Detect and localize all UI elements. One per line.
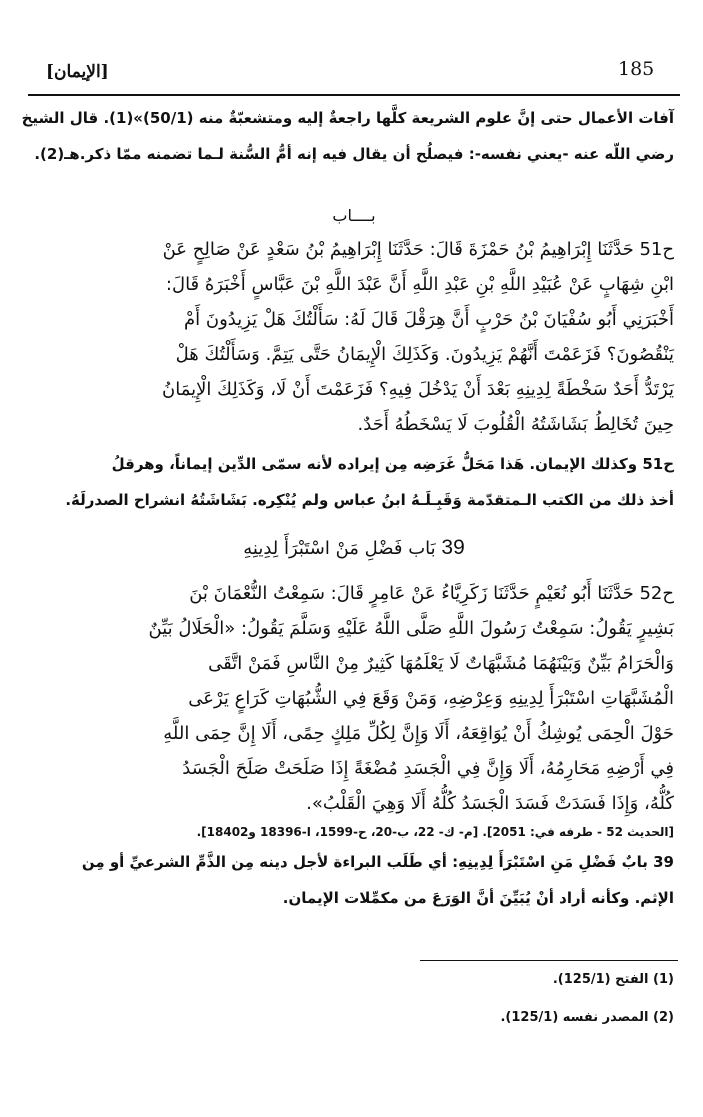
hadith-line: حَوْلَ الْحِمَى يُوشِكُ أَنْ يُوَاقِعَهُ، أَلَا وَإِنَّ لِكُلِّ مَلِكٍ حِمًى، أَلَا إِنَّ حِمَى اللَّهِ — [163, 723, 674, 744]
commentary-line: أخذ ذلك من الكتب الـمتقدّمة وَقَبِـلَـهُ ابنُ عباس ولم يُنْكِره. بَشَاشَتُهُ انشراح الصدرلَهُ. — [65, 491, 674, 509]
hadith-reference: [الحديث 52 - طرفه في: 2051]. [م- ك- 22، ب-20، ح-1599، ا-18396 و18402]. — [196, 825, 674, 839]
hadith-line: ح52 حَدَّثَنَا أَبُو نُعَيْمٍ حَدَّثَنَا زَكَرِيَّاءُ عَنْ عَامِرٍ قَالَ: سَمِعْتُ النُّعْمَانَ بْنَ — [189, 583, 674, 604]
hadith-line: يَنْقُصُونَ؟ فَزَعَمْتَ أَنَّهُمْ يَزِيدُونَ. وَكَذَلِكَ الْإِيمَانُ حَتَّى يَتِمَّ. وَسَأَلْتُكَ هَلْ — [175, 344, 674, 365]
chapter-title: بَاب فَضْلِ مَنْ اسْتَبْرَأَ لِدِينِهِ — [243, 538, 436, 559]
page-header — [28, 56, 680, 92]
commentary-line: الإثم. وكأنه أراد أنْ يُبَيِّنَ أنَّ الوَرَعَ من مكمِّلات الإيمان. — [282, 889, 674, 907]
bab-heading: بــــاب — [332, 206, 376, 225]
footnote-text: الفتح (125/1). — [552, 972, 649, 987]
footnote-rule — [420, 960, 678, 961]
commentary-39 — [34, 844, 674, 916]
hadith-line: أَخْبَرَنِي أَبُو سُفْيَانَ بْنُ حَرْبٍ أَنَّ هِرَقْلَ قَالَ لَهُ: سَأَلْتُكَ هَلْ يَزِيدُونَ أَمْ — [184, 309, 674, 330]
hadith-line: كُلُّهُ، وَإِذَا فَسَدَتْ فَسَدَ الْجَسَدُ كُلُّهُ أَلَا وَهِيَ الْقَلْبُ». — [306, 793, 674, 814]
hadith-52 — [34, 576, 674, 843]
footnote-text: المصدر نفسه (125/1). — [500, 1010, 649, 1025]
commentary-51 — [34, 446, 674, 518]
footnote — [400, 1010, 674, 1025]
chapter-heading — [34, 530, 674, 566]
chapter-number: 39 — [441, 536, 465, 559]
hadith-line: يَرْتَدُّ أَحَدٌ سَخْطَةً لِدِينِهِ بَعْدَ أَنْ يَدْخُلَ فِيهِ؟ فَزَعَمْتَ أَنْ لَا، وَكَذَلِكَ الْإِيمَانُ — [162, 379, 674, 400]
hadith-line: فِي أَرْضِهِ مَحَارِمُهُ، أَلَا وَإِنَّ فِي الْجَسَدِ مُضْغَةً إِذَا صَلَحَتْ صَلَحَ الْجَسَدُ — [182, 758, 674, 779]
header-rule — [28, 94, 680, 96]
footnote-number: (1) — [653, 972, 674, 987]
hadith-line: بَشِيرٍ يَقُولُ: سَمِعْتُ رَسُولَ اللَّهِ صَلَّى اللَّهُ عَلَيْهِ وَسَلَّمَ يَقُولُ: «الْحَلَالُ بَيِّنٌ — [148, 618, 674, 639]
page-number: 185 — [618, 58, 655, 80]
hadith-line: ابْنِ شِهَابٍ عَنْ عُبَيْدِ اللَّهِ بْنِ عَبْدِ اللَّهِ أَنَّ عَبْدَ اللَّهِ بْنَ عَبَّاسٍ أَخْبَرَهُ قَالَ: — [165, 274, 674, 295]
hadith-line: وَالْحَرَامُ بَيِّنٌ وَبَيْنَهُمَا مُشَبَّهَاتٌ لَا يَعْلَمُهَا كَثِيرٌ مِنْ النَّاسِ فَمَنْ اتَّقَى — [208, 653, 674, 674]
commentary-line: 39 بابٌ فَضْلِ مَنِ اسْتَبْرَأَ لِدِينِهِ: أي طَلَب البراءة لأجل دينه مِن الذَّمِّ الشرعيِّ أو مِن — [81, 853, 674, 871]
intro-line: آفات الأعمال حتى إنَّ علوم الشريعة كلَّها راجعةٌ إليه ومتشعبّةٌ منه (50/1)»(1). قال الشيخ — [21, 109, 674, 127]
footnote-number: (2) — [653, 1010, 674, 1025]
intro-paragraph — [21, 100, 674, 172]
hadith-line: ح51 حَدَّثَنَا إِبْرَاهِيمُ بْنُ حَمْزَةَ قَالَ: حَدَّثَنَا إِبْرَاهِيمُ بْنُ سَعْدٍ عَنْ صَالِحٍ عَنْ — [162, 239, 674, 260]
hadith-line: حِينَ تُخَالِطُ بَشَاشَتُهُ الْقُلُوبَ لَا يَسْخَطُهُ أَحَدٌ. — [357, 414, 674, 435]
intro-line: رضي اللّه عنه -يعني نفسه-: فيصلُح أن يقال فيه إنه أمُّ السُّنة لـما تضمنه ممّا ذكر.هـ(2). — [34, 145, 674, 163]
running-title: [الإيمان] — [46, 62, 109, 82]
hadith-51 — [34, 232, 674, 442]
hadith-line: الْمُشَبَّهَاتِ اسْتَبْرَأَ لِدِينِهِ وَعِرْضِهِ، وَمَنْ وَقَعَ فِي الشُّبُهَاتِ كَرَاعٍ يَرْعَى — [188, 688, 674, 709]
footnote — [400, 972, 674, 987]
commentary-line: ح51 وكذلك الإيمان. هَذا مَحَلُّ غَرَضِه مِن إيراده لأنه سمّى الدِّين إيماناً، وهرقلُ — [111, 455, 674, 473]
